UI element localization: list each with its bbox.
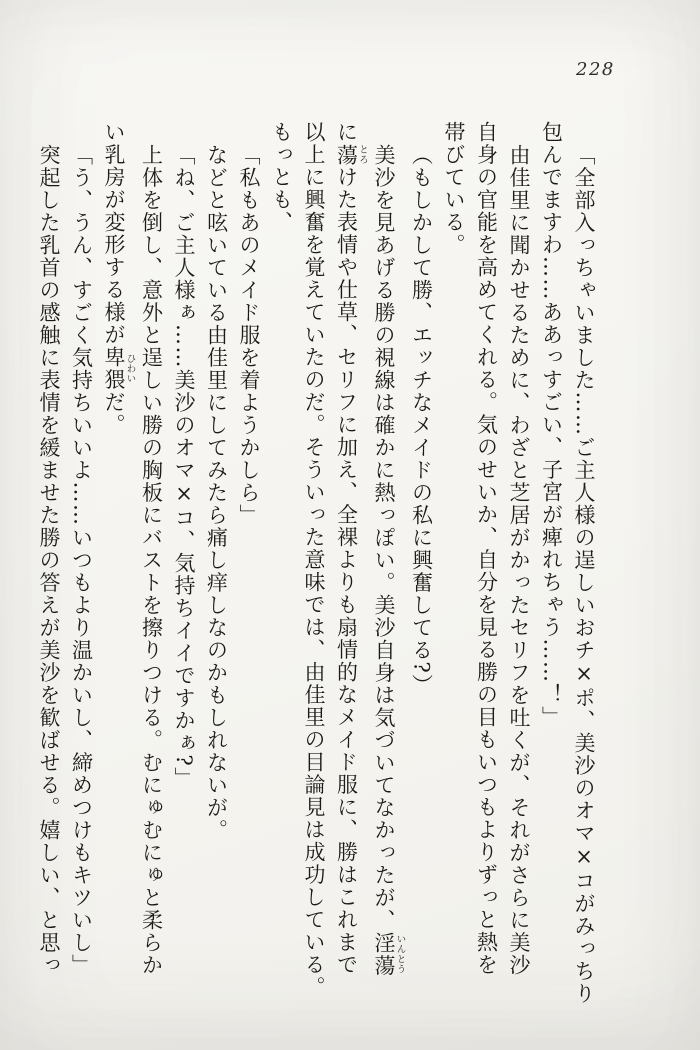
text-line: 「全部入っちゃいました……ご主人様の逞しいおチ×ポ、美沙のオマ×コがみっちり bbox=[572, 144, 596, 1005]
text-line: 由佳里に聞かせるために、わざと芝居がかったセリフを吐くが、それがさらに美沙 bbox=[507, 144, 531, 977]
text-line: 「ね、ご主人様ぁ……美沙のオマ×コ、気持ちイイですかぁ?」 bbox=[172, 144, 196, 790]
text-line: 自身の官能を高めてくれる。気のせいか、自分を見る勝の目もいつもよりずっと熱を bbox=[474, 121, 499, 976]
text-line: （もしかして勝、エッチなメイドの私に興奮してる?） bbox=[409, 144, 434, 697]
text-line: もっとも、 bbox=[269, 121, 294, 234]
text-line: 帯びている。 bbox=[442, 121, 466, 256]
furigana-ruby: 淫蕩いんとう bbox=[372, 931, 406, 977]
furigana-ruby: 卑猥ひわい bbox=[102, 346, 136, 391]
text-line: 美沙を見あげる勝の視線は確かに熱っぽい。美沙自身は気づいてなかったが、淫蕩いんとう bbox=[372, 144, 406, 977]
text-line: 上体を倒し、意外と逞しい勝の胸板にバストを擦りつける。むにゅむにゅと柔らか bbox=[139, 144, 164, 977]
text-line: 「私もあのメイド服を着ようかしら」 bbox=[237, 144, 261, 527]
text-line: い乳房が変形する様が卑猥ひわいだ。 bbox=[102, 121, 136, 436]
text-block bbox=[33, 121, 601, 1033]
text-line: などと呟いている由佳里にしてみたら痛し痒しなのかもしれないが。 bbox=[204, 144, 229, 842]
furigana-ruby: 蕩とろ bbox=[334, 143, 368, 166]
text-line: 突起した乳首の感触に表情を緩ませた勝の答えが美沙を歓ばせる。嬉しい、と思っ bbox=[37, 144, 61, 977]
page-number: 228 bbox=[576, 59, 615, 80]
text-line: 包んでますわ……ああっすごい、子宮が痺れちゃう……！」 bbox=[539, 121, 564, 729]
text-line: 「う、うん、すごく気持ちいいよ……いつもより温かいし、締めつけもキツいし」 bbox=[69, 144, 94, 977]
text-line: に蕩とろけた表情や仕草、セリフに加え、全裸よりも扇情的なメイド服に、勝はこれまで bbox=[334, 121, 368, 976]
text-line: 以上に興奮を覚えていたのだ。そういった意味では、由佳里の目論見は成功している。 bbox=[302, 121, 326, 999]
